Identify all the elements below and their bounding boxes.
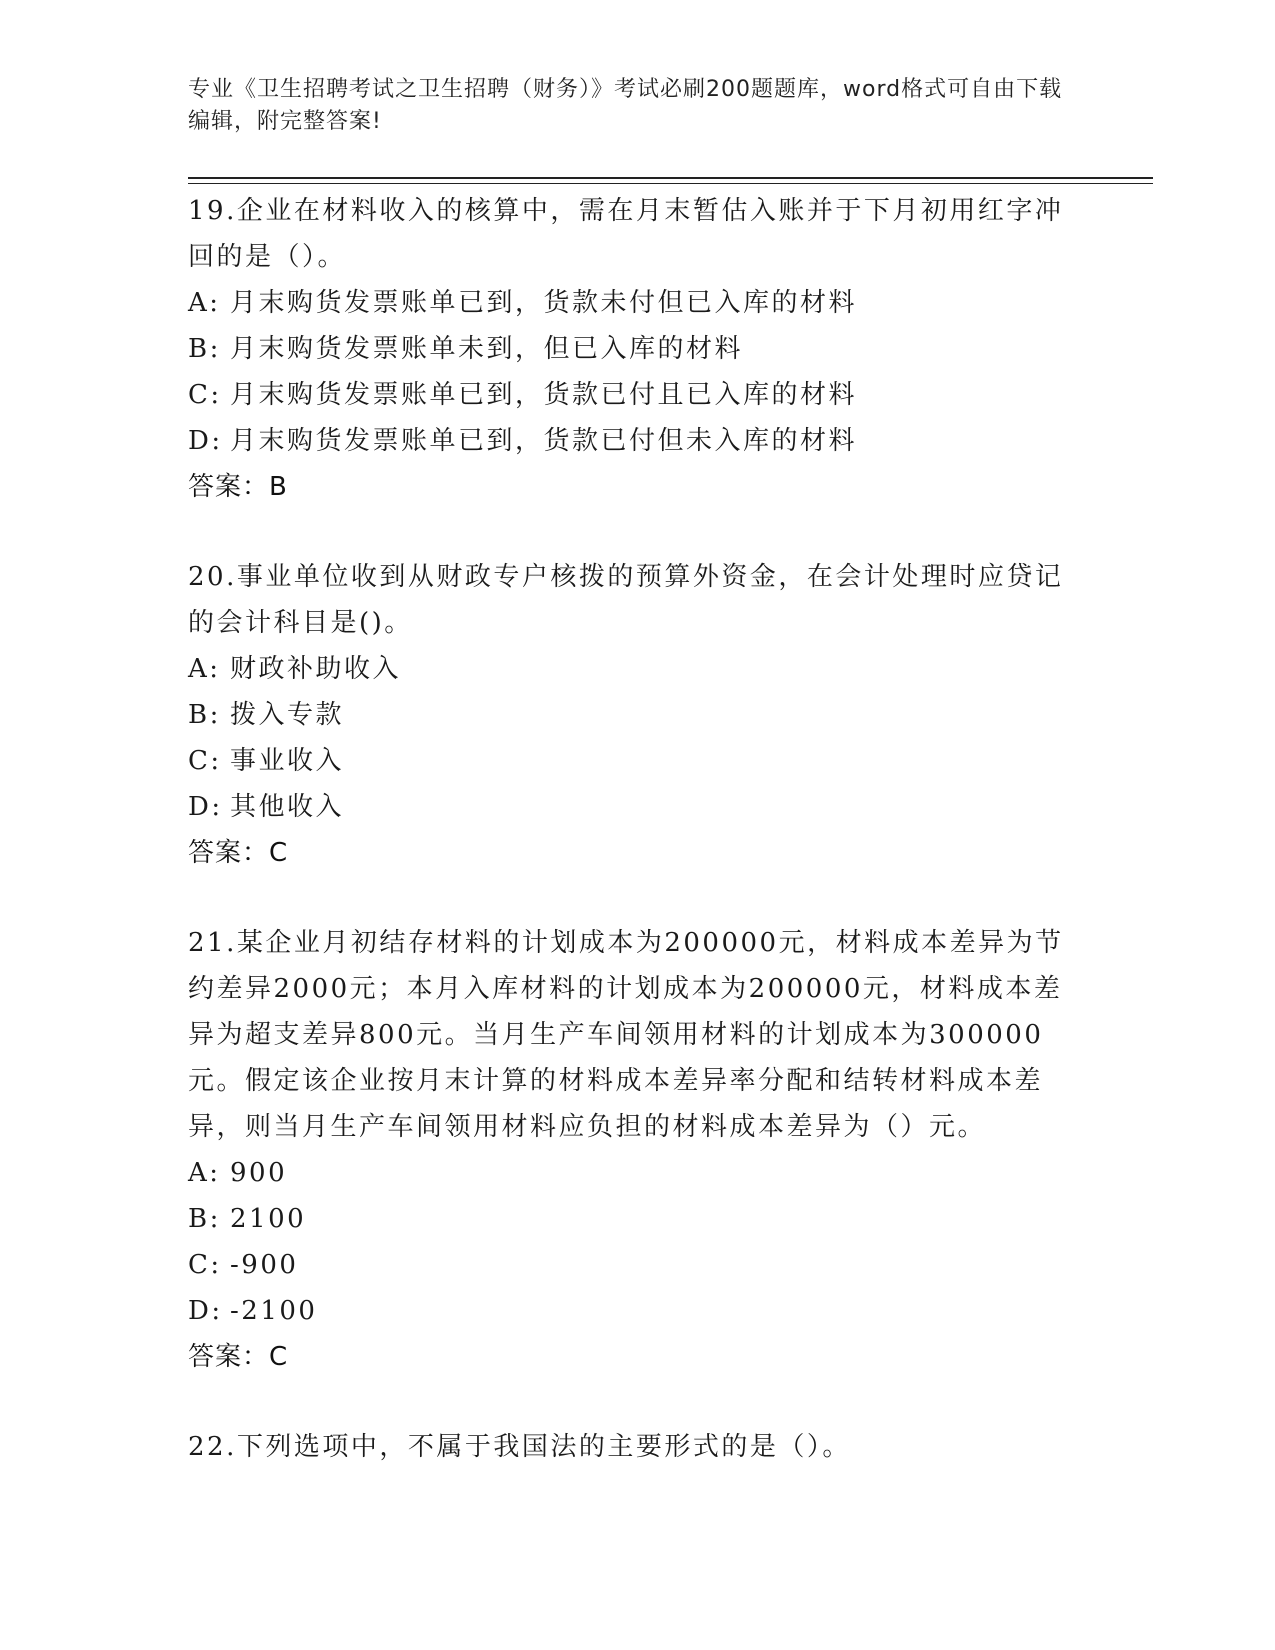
header-divider-thick (188, 177, 1153, 179)
option-c (188, 738, 1078, 784)
option-d (188, 1288, 1078, 1334)
option-key: D: (188, 426, 223, 456)
option-text: 其他收入 (230, 792, 345, 822)
answer-line: 答案：C (188, 838, 289, 868)
header-divider-thin (188, 183, 1153, 184)
answer-line: 答案：C (188, 1342, 289, 1372)
option-key: C: (188, 746, 222, 776)
option-key: A: (188, 654, 221, 684)
option-key: C: (188, 380, 222, 410)
question-19 (188, 188, 1078, 510)
document-header: 专业《卫生招聘考试之卫生招聘（财务）》考试必刷200题题库，word格式可自由下载编辑，附完整答案! (188, 77, 1063, 134)
option-text: -2100 (230, 1296, 318, 1326)
option-text: 财政补助收入 (230, 654, 402, 684)
option-text: 月末购货发票账单已到，货款未付但已入库的材料 (230, 288, 858, 318)
option-text: 拨入专款 (230, 700, 345, 730)
option-c (188, 1242, 1078, 1288)
option-a (188, 1150, 1078, 1196)
option-text: 月末购货发票账单已到，货款已付且已入库的材料 (230, 380, 858, 410)
question-text: 19.企业在材料收入的核算中，需在月末暂估入账并于下月初用红字冲回的是（）。 (188, 196, 1064, 272)
option-key: B: (188, 334, 221, 364)
answer-line: 答案：B (188, 472, 288, 502)
option-key: B: (188, 1204, 221, 1234)
option-a (188, 646, 1078, 692)
option-key: D: (188, 1296, 223, 1326)
option-text: -900 (230, 1250, 299, 1280)
option-text: 月末购货发票账单未到，但已入库的材料 (230, 334, 744, 364)
question-text: 20.事业单位收到从财政专户核拨的预算外资金，在会计处理时应贷记的会计科目是()。 (188, 562, 1064, 638)
option-d (188, 784, 1078, 830)
question-text: 21.某企业月初结存材料的计划成本为200000元，材料成本差异为节约差异2000元；本月入库材料的计划成本为200000元，材料成本差异为超支差异800元。当月生产车间领用材料的计划成本为300000元。假定该企业按月末计算的材料成本差异率分配和结转材料成本差异，则当月生产车间领用材料应负担的材料成本差异为（）元。 (188, 928, 1064, 1142)
option-d (188, 418, 1078, 464)
option-text: 事业收入 (230, 746, 345, 776)
option-key: D: (188, 792, 223, 822)
option-key: B: (188, 700, 221, 730)
option-b (188, 326, 1078, 372)
option-text: 2100 (230, 1204, 307, 1234)
option-text: 月末购货发票账单已到，货款已付但未入库的材料 (230, 426, 858, 456)
option-key: A: (188, 1158, 221, 1188)
question-22 (188, 1424, 1078, 1470)
option-text: 900 (230, 1158, 288, 1188)
option-a (188, 280, 1078, 326)
option-key: A: (188, 288, 221, 318)
question-text: 22.下列选项中，不属于我国法的主要形式的是（）。 (188, 1432, 851, 1462)
question-list (188, 188, 1078, 1470)
option-key: C: (188, 1250, 222, 1280)
question-20 (188, 554, 1078, 876)
option-b (188, 1196, 1078, 1242)
option-b (188, 692, 1078, 738)
option-c (188, 372, 1078, 418)
question-21 (188, 920, 1078, 1380)
